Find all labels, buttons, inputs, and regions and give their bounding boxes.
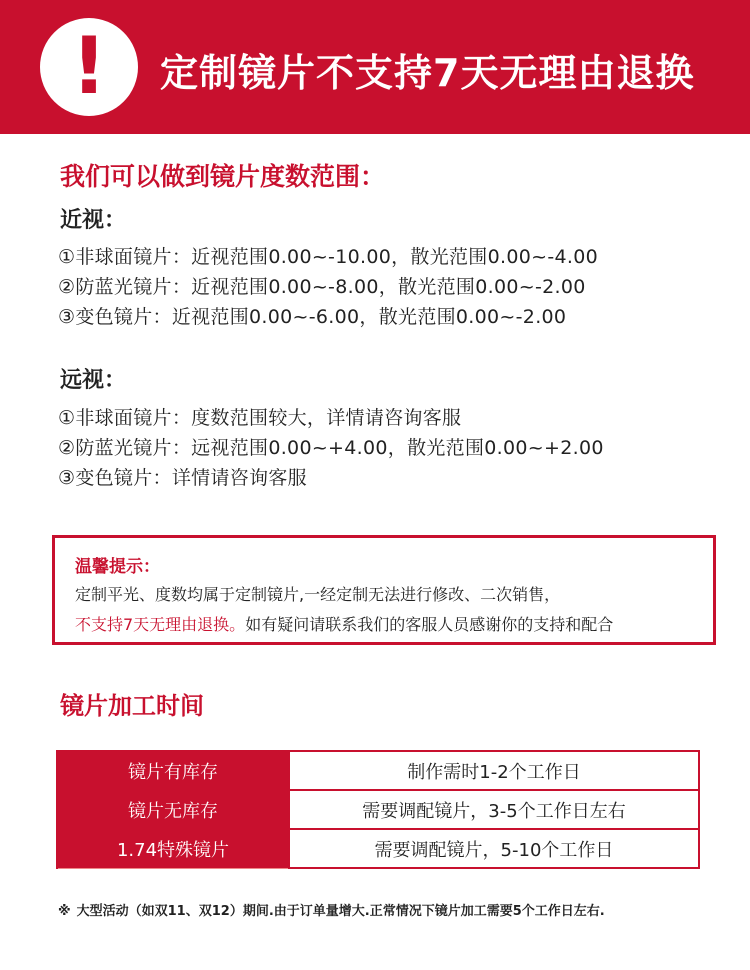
tip-contact: 如有疑问请联系我们的客服人员感谢你的支持和配合 <box>245 615 614 634</box>
note-text: 大型活动（如双11、双12）期间.由于订单量增大.正常情况下镜片加工需要5个工作日左右. <box>76 904 605 919</box>
table-row <box>57 751 699 790</box>
processing-table <box>56 750 700 869</box>
row-label: 镜片有库存 <box>57 751 289 790</box>
hyperopia-item: ②防蓝光镜片：远视范围0.00~+4.00，散光范围0.00~+2.00 <box>58 437 604 459</box>
row-value: 需要调配镜片，5-10个工作日 <box>289 829 699 868</box>
table-row <box>57 790 699 829</box>
hyperopia-item: ③变色镜片：详情请咨询客服 <box>58 467 307 489</box>
myopia-item: ②防蓝光镜片：近视范围0.00~-8.00，散光范围0.00~-2.00 <box>58 276 586 298</box>
banner-title: 定制镜片不支持7天无理由退换 <box>160 51 695 95</box>
reference-mark-icon: ※ <box>58 904 71 919</box>
row-value: 制作需时1-2个工作日 <box>289 751 699 790</box>
warning-banner <box>0 0 750 134</box>
range-heading: 我们可以做到镜片度数范围： <box>60 162 386 191</box>
tip-box <box>52 535 716 645</box>
tip-line-1: 定制平光、度数均属于定制镜片,一经定制无法进行修改、二次销售， <box>75 585 561 604</box>
tip-line-2 <box>75 612 613 635</box>
row-label: 1.74特殊镜片 <box>57 829 289 868</box>
myopia-item: ③变色镜片：近视范围0.00~-6.00，散光范围0.00~-2.00 <box>58 306 567 328</box>
exclamation-icon: ! <box>40 18 138 116</box>
tip-no-return: 不支持7天无理由退换。 <box>75 615 246 634</box>
processing-heading: 镜片加工时间 <box>60 692 204 720</box>
hyperopia-heading: 远视： <box>60 368 127 393</box>
hyperopia-item: ①非球面镜片：度数范围较大，详情请咨询客服 <box>58 407 462 429</box>
row-label: 镜片无库存 <box>57 790 289 829</box>
tip-title: 温馨提示： <box>75 557 160 577</box>
table-row <box>57 829 699 868</box>
myopia-heading: 近视： <box>60 208 127 233</box>
note <box>58 900 605 919</box>
myopia-item: ①非球面镜片：近视范围0.00~-10.00，散光范围0.00~-4.00 <box>58 246 598 268</box>
row-value: 需要调配镜片，3-5个工作日左右 <box>289 790 699 829</box>
